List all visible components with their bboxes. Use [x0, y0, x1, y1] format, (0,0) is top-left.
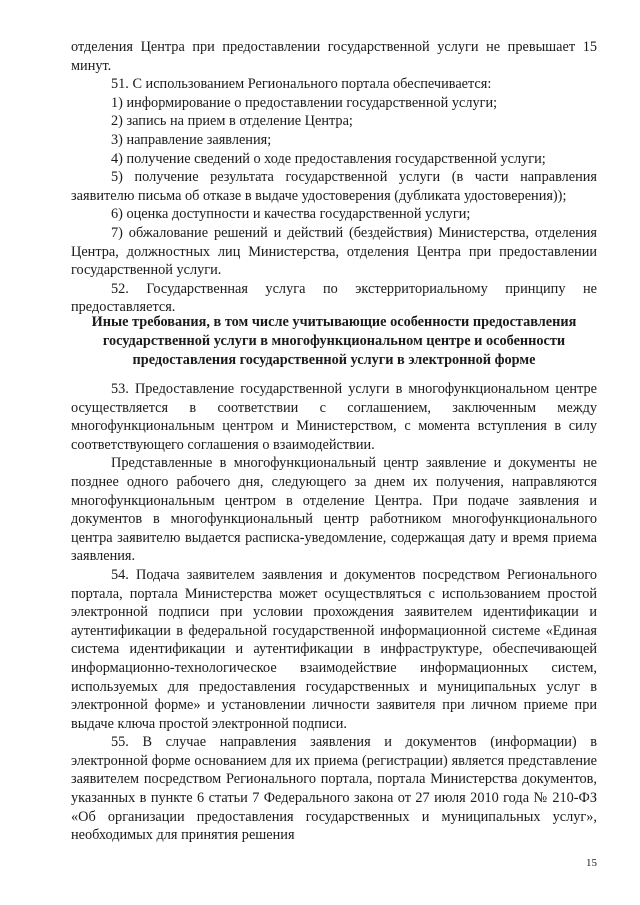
paragraph-51: 51. С использованием Регионального портала обеспечивается:	[111, 76, 492, 93]
paragraph-54: 54. Подача заявителем заявления и документов посредством Регионального портала, портала Министерства может осуществляться с использованием простой электронной подписи при условии прохождения заявителем идентификации и аутентификации в федеральной государственной информационной системе «Единая система идентификации и аутентификации в инфраструктуре, обеспечивающей информационно-технологическое взаимодействие информационных систем, используемых для предоставления государственных и муниципальных услуг в электронной форме» и установлении личности заявителя при личном приеме при выдаче ключа простой электронной подписи.	[71, 566, 597, 732]
paragraph-53-continued: Представленные в многофункциональный центр заявление и документы не позднее одного рабочего дня, следующего за днем их получения, направляются многофункциональным центром в отделение Центра. При подаче заявления и документов в многофункциональный центр работником многофункционального центра заявителю выдается расписка-уведомление, содержащая дату и время приема заявления.	[71, 455, 597, 565]
heading-line: предоставления государственной услуги в электронной форме	[132, 352, 536, 368]
list-item-1: 1) информирование о предоставлении государственной услуги;	[111, 94, 498, 111]
list-item-2: 2) запись на прием в отделение Центра;	[111, 113, 353, 130]
paragraph-53: 53. Предоставление государственной услуги в многофункциональном центре осуществляется в соответствии с соглашением, заключенным между многофункциональным центром и Министерством, с момента вступления в силу соответствующего соглашения о взаимодействии.	[71, 381, 597, 453]
page-number: 15	[586, 857, 597, 869]
list-item-4: 4) получение сведений о ходе предоставления государственной услуги;	[111, 150, 546, 167]
body-text-bottom	[71, 380, 597, 845]
heading-line: государственной услуги в многофункциональном центре и особенности	[102, 333, 566, 349]
list-item-3: 3) направление заявления;	[111, 131, 272, 148]
section-heading	[71, 313, 597, 370]
paragraph-52: 52. Государственная услуга по экстерриториальному принципу не предоставляется.	[71, 280, 597, 316]
list-item-6: 6) оценка доступности и качества государственной услуги;	[111, 206, 471, 223]
paragraph-continuation: отделения Центра при предоставлении государственной услуги не превышает 15 минут.	[71, 39, 597, 74]
paragraph-55: 55. В случае направления заявления и документов (информации) в электронной форме основанием для их приема (регистрации) является представление заявителем посредством Регионального портала, портала Министерства документов, указанных в пункте 6 статьи 7 Федерального закона от 27 июля 2010 года № 210-ФЗ «Об организации предоставления государственных и муниципальных услуг», необходимых для принятия решения	[71, 734, 597, 844]
body-text-top	[71, 38, 597, 317]
list-item-5: 5) получение результата государственной услуги (в части направления заявителю письма об отказе в выдаче удостоверения (дубликата удостоверения));	[71, 169, 597, 204]
heading-line: Иные требования, в том числе учитывающие особенности предоставления	[91, 314, 577, 330]
list-item-7: 7) обжалование решений и действий (бездействия) Министерства, отделения Центра, должностных лиц Министерства, отделения Центра при предоставлении государственной услуги.	[71, 224, 597, 279]
